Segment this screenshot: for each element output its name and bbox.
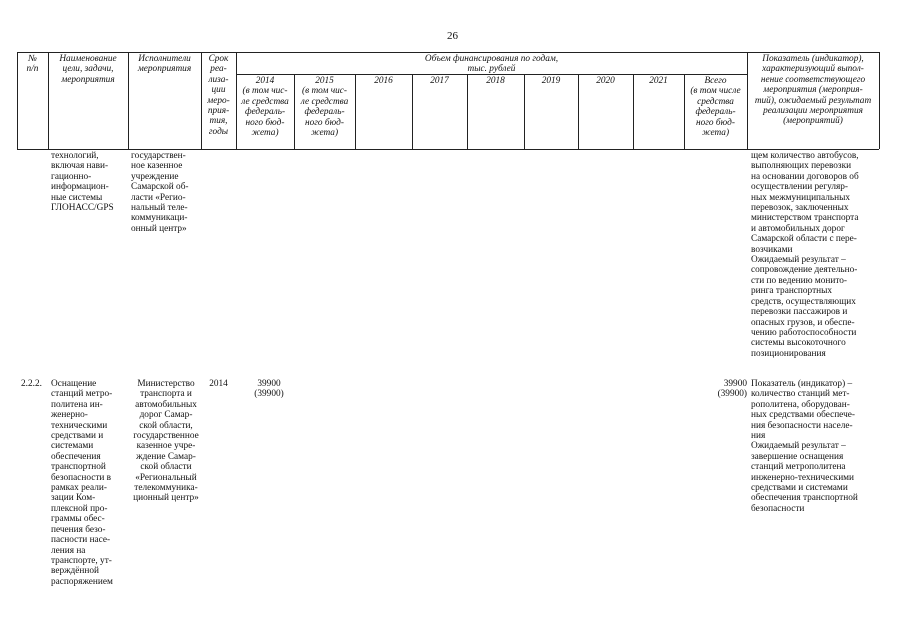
header-executors: Исполнители мероприятия [137,54,192,75]
header-year-2020: 2020 [596,76,615,86]
continuation-indicator: щем количество автобусов, выполняющих перевозки на основании договоров об осуществлении регуляр- ных межмуниципальных перевозок, заключенных министерством транспорта и автомобильных дорог Самарской области с пере- возчиками Ожидаемый результат – сопровождение деятельно- сти по ведению монито- ринга транспортных средств, осуществляющих перевозки пассажиров и опасных грузов, и обеспе- чению работоспособности системы высокоточного позиционирования [751,151,859,359]
row-funding-2014: 39900 (39900) [254,379,284,400]
row-indicator: Показатель (индикатор) – количество станций мет- рополитена, оборудован- ных средствами обеспече- ния безопасности населе- ния Ожидаемый результат – завершение оснащения станций метрополитена инженерно-техническими средствами и системами обеспечения транспортной безопасности [751,379,858,514]
header-year-2021: 2021 [649,76,668,86]
header-year-2019: 2019 [541,76,561,86]
continuation-name: технологий, включая нави- гационно- информацион- ные системы ГЛОНАСС/GPS [51,151,114,214]
col-border [879,52,880,149]
row-term: 2014 [209,379,228,389]
table-top-border [17,52,879,53]
header-name: Наименование цели, задачи, мероприятия [59,54,117,85]
header-bottom-border [17,149,879,150]
header-total: Всего (в том числе средства федераль- ного бюд- жета) [690,76,741,139]
header-num: № п/п [26,54,39,75]
header-year-2016: 2016 [374,76,393,86]
header-indicator: Показатель (индикатор), характеризующий выпол- нение соответствующего мероприятия (мероприя- тий), ожидаемый результат реализации мероприятия (мероприятий) [754,54,872,127]
row-name: Оснащение станций метро- политена ин- женерно- техническими средствами и системами обеспечения транспортной безопасности в рамках реали- зации Ком- плексной про- граммы обес- печения безо- пасности насе- ления на транспорте, ут- верждённой распоряжением [51,379,113,587]
header-year-2015: 2015 (в том чис- ле средства федераль- ного бюд- жета) [300,76,349,139]
row-funding-total: 39900 (39900) [717,379,747,400]
continuation-executors: государствен- ное казенное учреждение Самарской об- ласти «Регио- нальный теле- коммуникаци- онный центр» [131,151,189,234]
header-year-2018: 2018 [486,76,505,86]
header-year-2014: 2014 (в том чис- ле средства федераль- ного бюд- жета) [241,76,289,139]
row-executors: Министерство транспорта и автомобильных дорог Самар- ской области, государственное казенное учре- ждение Самар- ской области «Региональный телекоммуника- ционный центр» [133,379,199,504]
row-number: 2.2.2. [21,379,42,389]
header-funding: Объем финансирования по годам, тыс. рублей [424,54,559,75]
header-year-2017: 2017 [430,76,449,86]
page-number: 26 [447,30,458,42]
header-term: Срок реа- лиза- ции меро- прия- тия, годы [207,54,230,137]
